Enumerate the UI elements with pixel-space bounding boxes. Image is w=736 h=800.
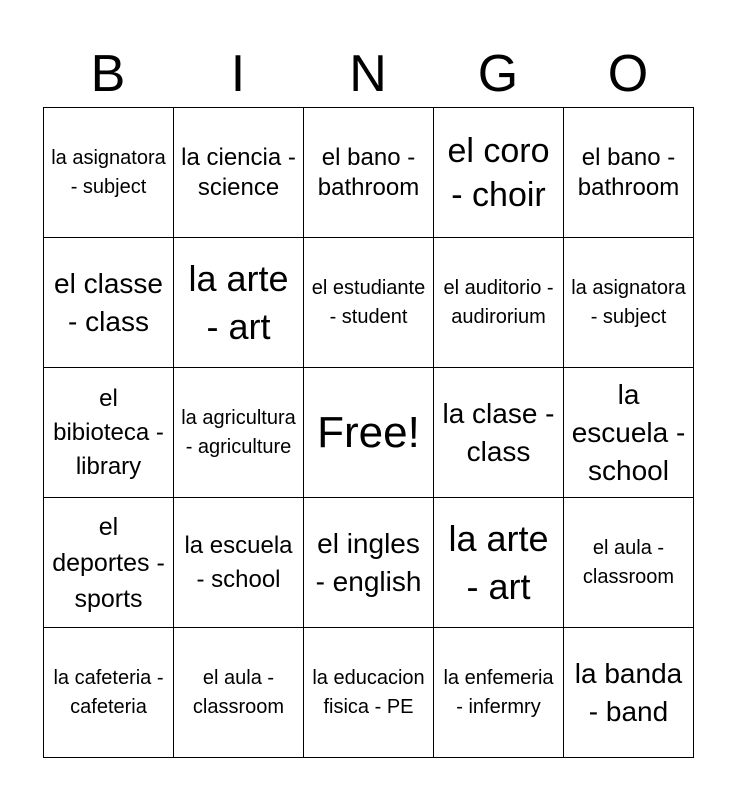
bingo-cell-r4-c2[interactable]: la escuela - school [174,498,304,628]
bingo-cell-r3-c4[interactable]: la clase - class [434,368,564,498]
header-letter-g: G [477,45,519,103]
bingo-cell-r4-c3[interactable]: el ingles - english [304,498,434,628]
bingo-cell-r2-c3[interactable]: el estudiante - student [304,238,434,368]
bingo-cell-r5-c4[interactable]: la enfemeria - infermry [434,628,564,758]
bingo-cell-r1-c1[interactable]: la asignatora - subject [44,108,174,238]
bingo-cell-r3-c5[interactable]: la escuela - school [564,368,694,498]
bingo-cell-r3-c2[interactable]: la agricultura - agriculture [174,368,304,498]
bingo-cell-r5-c1[interactable]: la cafeteria - cafeteria [44,628,174,758]
bingo-cell-r5-c2[interactable]: el aula - classroom [174,628,304,758]
bingo-cell-r4-c5[interactable]: el aula - classroom [564,498,694,628]
bingo-cell-r1-c3[interactable]: el bano - bathroom [304,108,434,238]
bingo-cell-r2-c4[interactable]: el auditorio - audirorium [434,238,564,368]
header-letter-i: I [230,45,246,103]
bingo-cell-r2-c2[interactable]: la arte - art [174,238,304,368]
bingo-cell-r5-c3[interactable]: la educacion fisica - PE [304,628,434,758]
bingo-board [43,107,694,758]
bingo-cell-r1-c4[interactable]: el coro - choir [434,108,564,238]
header-letter-n: N [349,45,387,103]
bingo-cell-r1-c5[interactable]: el bano - bathroom [564,108,694,238]
bingo-cell-r5-c5[interactable]: la banda - band [564,628,694,758]
bingo-cell-r4-c4[interactable]: la arte - art [434,498,564,628]
bingo-header [43,40,693,108]
bingo-cell-r2-c1[interactable]: el classe - class [44,238,174,368]
bingo-cell-r1-c2[interactable]: la ciencia - science [174,108,304,238]
bingo-cell-r3-c1[interactable]: el bibioteca - library [44,368,174,498]
bingo-cell-r4-c1[interactable]: el deportes - sports [44,498,174,628]
header-letter-o: O [607,45,649,103]
free-space[interactable]: Free! [304,368,434,498]
header-letter-b: B [90,45,126,103]
bingo-cell-r2-c5[interactable]: la asignatora - subject [564,238,694,368]
